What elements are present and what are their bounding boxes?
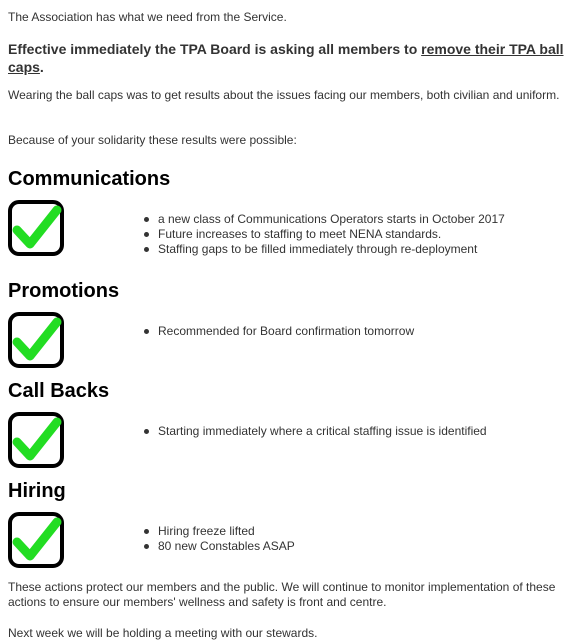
checkmark-icon (8, 200, 64, 256)
solidarity-text: Because of your solidarity these results were possible: (8, 133, 297, 147)
list-item: Starting immediately where a critical staffing issue is identified (144, 424, 487, 439)
checkmark-icon (8, 412, 64, 468)
section-title-call-backs: Call Backs (8, 380, 110, 402)
promotions-list (144, 324, 414, 339)
list-item: Future increases to staffing to meet NENA standards. (144, 227, 505, 242)
callout-end: . (39, 59, 44, 75)
wearing-text: Wearing the ball caps was to get results about the issues facing our members, both civilian and uniform. (8, 88, 560, 102)
checkmark-icon (8, 512, 64, 568)
section-title-communications: Communications (8, 168, 171, 190)
list-item: 80 new Constables ASAP (144, 539, 295, 554)
section-title-promotions: Promotions (8, 280, 120, 302)
section-title-hiring: Hiring (8, 480, 66, 502)
list-item: a new class of Communications Operators starts in October 2017 (144, 212, 505, 227)
communications-list (144, 212, 505, 257)
call-backs-list (144, 424, 487, 439)
list-item: Hiring freeze lifted (144, 524, 295, 539)
checkmark-icon (8, 312, 64, 368)
stewards-meeting-text: Next week we will be holding a meeting with our stewards. (8, 626, 318, 640)
intro-text: The Association has what we need from the Service. (8, 10, 287, 24)
remove-caps-link[interactable]: remove their TPA ball caps (8, 41, 564, 75)
callout-heading (8, 40, 576, 76)
closing-text: These actions protect our members and the public. We will continue to monitor implementation of these actions to ensure our members' wellness and safety is front and centre. (8, 580, 556, 609)
list-item: Recommended for Board confirmation tomorrow (144, 324, 414, 339)
callout-text: Effective immediately the TPA Board is asking all members to (8, 41, 422, 57)
hiring-list (144, 524, 295, 554)
list-item: Staffing gaps to be filled immediately through re-deployment (144, 242, 505, 257)
